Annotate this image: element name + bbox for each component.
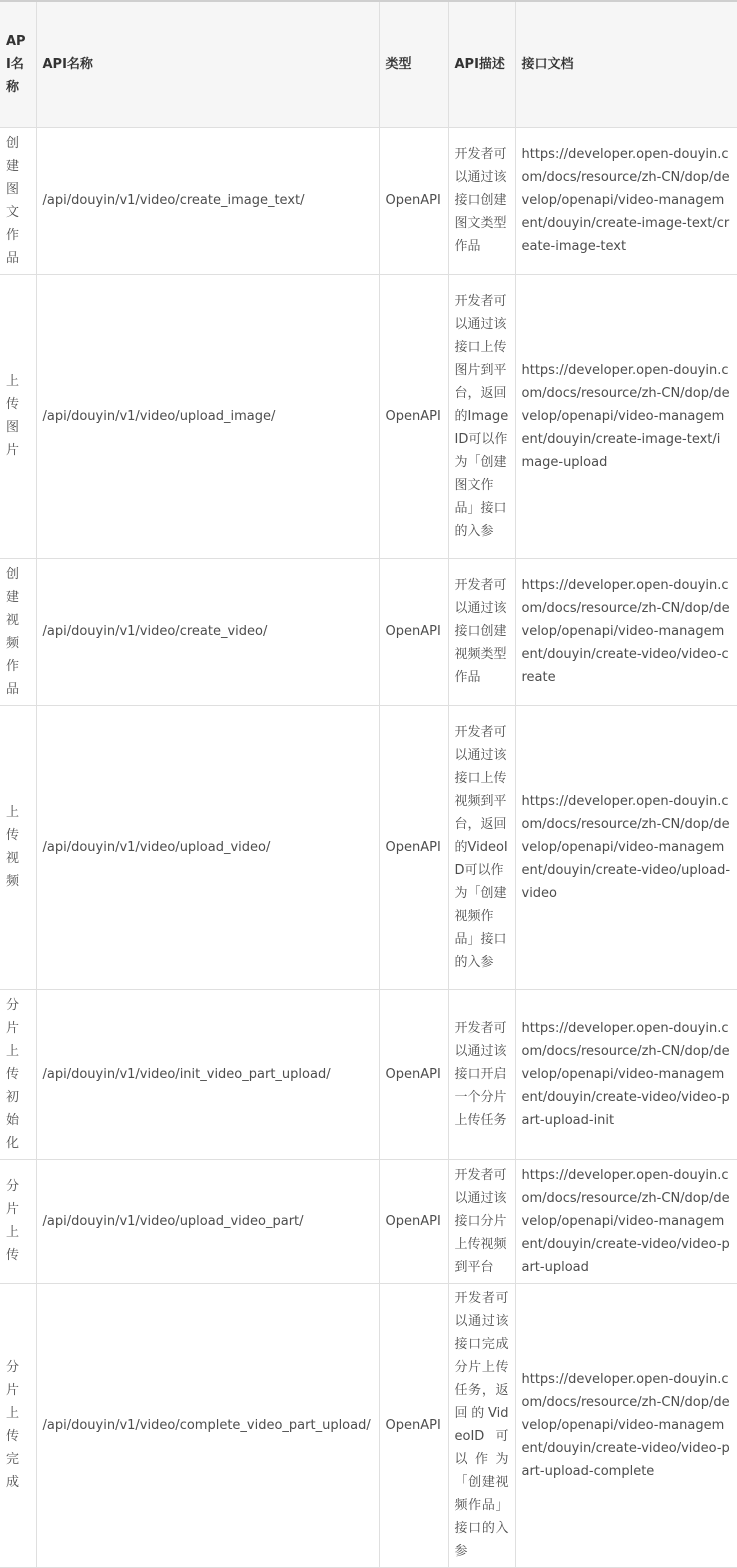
cell-api-path: /api/douyin/v1/video/upload_video/ xyxy=(36,705,379,989)
cell-description: 开发者可以通过该接口完成分片上传任务，返回的VideoID可以作为「创建视频作品」接口的入参 xyxy=(448,1283,515,1567)
cell-api-name: 分片上传完成 xyxy=(0,1283,36,1567)
cell-doc-link[interactable]: https://developer.open-douyin.com/docs/resource/zh-CN/dop/develop/openapi/video-management/douyin/create-video/video-part-upload xyxy=(515,1159,737,1283)
header-docs: 接口文档 xyxy=(515,1,737,127)
cell-doc-link[interactable]: https://developer.open-douyin.com/docs/resource/zh-CN/dop/develop/openapi/video-management/douyin/create-image-text/image-upload xyxy=(515,274,737,558)
cell-description: 开发者可以通过该接口分片上传视频到平台 xyxy=(448,1159,515,1283)
cell-api-name: 创建视频作品 xyxy=(0,558,36,705)
cell-type: OpenAPI xyxy=(379,989,448,1159)
cell-api-path: /api/douyin/v1/video/upload_video_part/ xyxy=(36,1159,379,1283)
table-row xyxy=(0,1283,737,1567)
header-description: API描述 xyxy=(448,1,515,127)
cell-description: 开发者可以通过该接口创建视频类型作品 xyxy=(448,558,515,705)
cell-api-name: 创建图文作品 xyxy=(0,127,36,274)
cell-description: 开发者可以通过该接口上传视频到平台，返回的VideoID可以作为「创建视频作品」接口的入参 xyxy=(448,705,515,989)
cell-api-path: /api/douyin/v1/video/upload_image/ xyxy=(36,274,379,558)
cell-doc-link[interactable]: https://developer.open-douyin.com/docs/resource/zh-CN/dop/develop/openapi/video-management/douyin/create-video/upload-video xyxy=(515,705,737,989)
header-api-name-short: API名称 xyxy=(0,1,36,127)
header-type: 类型 xyxy=(379,1,448,127)
table-row xyxy=(0,989,737,1159)
table-row xyxy=(0,274,737,558)
cell-doc-link[interactable]: https://developer.open-douyin.com/docs/resource/zh-CN/dop/develop/openapi/video-management/douyin/create-video/video-create xyxy=(515,558,737,705)
cell-api-path: /api/douyin/v1/video/create_video/ xyxy=(36,558,379,705)
cell-api-name: 上传图片 xyxy=(0,274,36,558)
cell-description: 开发者可以通过该接口开启一个分片上传任务 xyxy=(448,989,515,1159)
cell-doc-link[interactable]: https://developer.open-douyin.com/docs/resource/zh-CN/dop/develop/openapi/video-management/douyin/create-image-text/create-image-text xyxy=(515,127,737,274)
cell-type: OpenAPI xyxy=(379,274,448,558)
cell-doc-link[interactable]: https://developer.open-douyin.com/docs/resource/zh-CN/dop/develop/openapi/video-management/douyin/create-video/video-part-upload-init xyxy=(515,989,737,1159)
cell-doc-link[interactable]: https://developer.open-douyin.com/docs/resource/zh-CN/dop/develop/openapi/video-management/douyin/create-video/video-part-upload-complete xyxy=(515,1283,737,1567)
cell-type: OpenAPI xyxy=(379,1159,448,1283)
cell-api-path: /api/douyin/v1/video/init_video_part_upload/ xyxy=(36,989,379,1159)
table-row xyxy=(0,558,737,705)
cell-api-path: /api/douyin/v1/video/create_image_text/ xyxy=(36,127,379,274)
table-row xyxy=(0,1159,737,1283)
cell-description: 开发者可以通过该接口创建图文类型作品 xyxy=(448,127,515,274)
cell-type: OpenAPI xyxy=(379,558,448,705)
cell-description: 开发者可以通过该接口上传图片到平台，返回的ImageID可以作为「创建图文作品」接口的入参 xyxy=(448,274,515,558)
cell-type: OpenAPI xyxy=(379,705,448,989)
cell-api-name: 分片上传 xyxy=(0,1159,36,1283)
table-row xyxy=(0,127,737,274)
table-row xyxy=(0,705,737,989)
header-api-name: API名称 xyxy=(36,1,379,127)
cell-type: OpenAPI xyxy=(379,1283,448,1567)
cell-api-path: /api/douyin/v1/video/complete_video_part_upload/ xyxy=(36,1283,379,1567)
table-header-row xyxy=(0,1,737,127)
cell-api-name: 分片上传初始化 xyxy=(0,989,36,1159)
cell-api-name: 上传视频 xyxy=(0,705,36,989)
cell-type: OpenAPI xyxy=(379,127,448,274)
